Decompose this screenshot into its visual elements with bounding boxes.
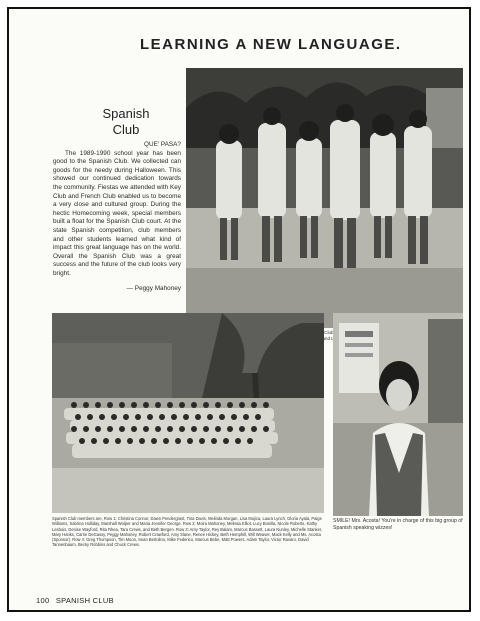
section-title-line1: Spanish (102, 106, 150, 121)
article-byline: — Peggy Mahoney (126, 284, 181, 292)
article-body: The 1989-1990 school year has been good to the Spanish Club. We collected can goods for the needy during Halloween. This showed our continued dedication towards the community. Fiestas we attended with Key Club and French Club enabled us to become a very close and cultured group. During the hectic Homecoming week, special members built a float for the Spanish Club court. At the state Spanish competition, club members and other students learned what kind of impact this great language has on the world. Overall the Spanish Club was a great success and the future of the club looks very bright. (53, 149, 181, 277)
article-text (53, 141, 181, 293)
teacher-photo (333, 313, 463, 516)
page-headline: LEARNING A NEW LANGUAGE. (140, 36, 402, 53)
article-kicker: QUE' PASA? (144, 141, 181, 148)
section-name: SPANISH CLUB (55, 596, 114, 605)
court-photo (186, 68, 463, 328)
court-photo-caption: Club and (322, 330, 334, 341)
group-photo-caption: Spanish Club members are, Row 1: Christina Connor, Dawn Pendergrast, Tina Davis, Melinda Morgan, Lisa Mojica, Laura Lynch, Gloria Ayala, Paige Williams, Sabrina Holliday, Marshall Wolper and Maria Jennifer George. Row 2: Moira Mahoney, Melissa Elliot, Lucy Bonilla, Nicole Roberts, Kathy Lesbois, Denise Wayford, Rita Rhea, Tara Crews, and Beth Bergen. Row 3: Amy Taylor, Rey Balam, Marcus Bassett, Laura Nunley, Michelle Stanker, Mary Hanks, Carrie DeGassy, Peggy Mahoney, Robert Crawford, Amy Slane, Renee Hickey, Beth Hemphill, Will Weaver, Mack Kelly and Ms. Acosta (Sponsor). Row 4: Greg Thompson, Tim Moon, Sean Bertolino, Mike Federico, Marcus Bebe, Matt Powers, Adam Taylor, Victor Ravaro, David Tannenbaum, Becky Robbins and Chuck Crews. (52, 516, 323, 548)
page-number: 100 (36, 596, 50, 605)
group-photo (52, 313, 324, 513)
page-footer (36, 596, 118, 605)
section-title-line2: Club (112, 122, 140, 137)
teacher-photo-caption: SMILE! Mrs. Acosta! You're in charge of this big group of Spanish speaking wizzes! (333, 518, 463, 531)
